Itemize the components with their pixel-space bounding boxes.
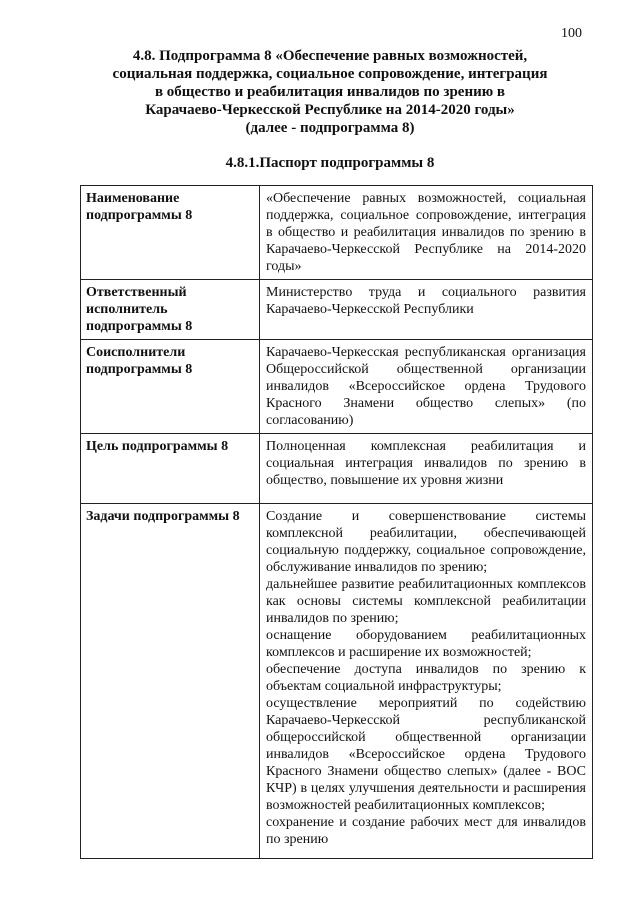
table-row [81, 434, 593, 504]
row-value: «Обеспечение равных возможностей, социальная поддержка, социальное сопровождение, интеграция в общество и реабилитация инвалидов по зрению в Карачаево-Черкесской Республике на 2014-2020 годы» [260, 186, 593, 280]
task-item: Создание и совершенствование системы комплексной реабилитации, обеспечивающей социальную поддержку, социальное сопровождение, обслуживание инвалидов по зрению; [266, 509, 586, 575]
row-value: Карачаево-Черкесская республиканская организация Общероссийской общественной организации инвалидов «Всероссийское ордена Трудового Красного Знамени общество слепых» (по согласованию) [260, 340, 593, 434]
row-value: Министерство труда и социального развития Карачаево-Черкесской Республики [260, 280, 593, 340]
task-item: обеспечение доступа инвалидов по зрению к объектам социальной инфраструктуры; [266, 662, 586, 694]
table-row [81, 340, 593, 434]
heading-line: социальная поддержка, социальное сопровождение, интеграция [112, 66, 548, 82]
task-item: осуществление мероприятий по содействию Карачаево-Черкесской республиканской общероссийской общественной организации инвалидов «Всероссийское ордена Трудового Красного Знамени общество слепых» (далее - ВОС КЧР) в целях улучшения деятельности и расширения возможностей реабилитационных комплексов; [266, 696, 586, 813]
task-item: дальнейшее развитие реабилитационных комплексов как основы системы комплексной реабилитации инвалидов по зрению; [266, 577, 586, 626]
table-row [81, 186, 593, 280]
section-heading [60, 47, 600, 137]
task-item: сохранение и создание рабочих мест для инвалидов по зрению [266, 815, 586, 847]
task-item: оснащение оборудованием реабилитационных комплексов и расширение их возможностей; [266, 628, 586, 660]
row-label: Задачи подпрограммы 8 [81, 504, 260, 859]
passport-table [80, 185, 593, 859]
row-label: Соисполнители подпрограммы 8 [81, 340, 260, 434]
row-value [260, 504, 593, 859]
heading-line: (далее - подпрограмма 8) [245, 120, 415, 136]
page-number: 100 [561, 26, 582, 41]
row-label: Ответственный исполнитель подпрограммы 8 [81, 280, 260, 340]
row-label: Наименование подпрограммы 8 [81, 186, 260, 280]
passport-subheading: 4.8.1.Паспорт подпрограммы 8 [225, 155, 435, 171]
table-row [81, 280, 593, 340]
row-value: Полноценная комплексная реабилитация и социальная интеграция инвалидов по зрению в общество, повышение их уровня жизни [260, 434, 593, 504]
heading-line: в общество и реабилитация инвалидов по зрению в [154, 84, 506, 100]
heading-line: 4.8. Подпрограмма 8 «Обеспечение равных возможностей, [132, 48, 528, 64]
table-row [81, 504, 593, 859]
row-label: Цель подпрограммы 8 [81, 434, 260, 504]
heading-line: Карачаево-Черкесской Республике на 2014-2020 годы» [145, 102, 515, 118]
